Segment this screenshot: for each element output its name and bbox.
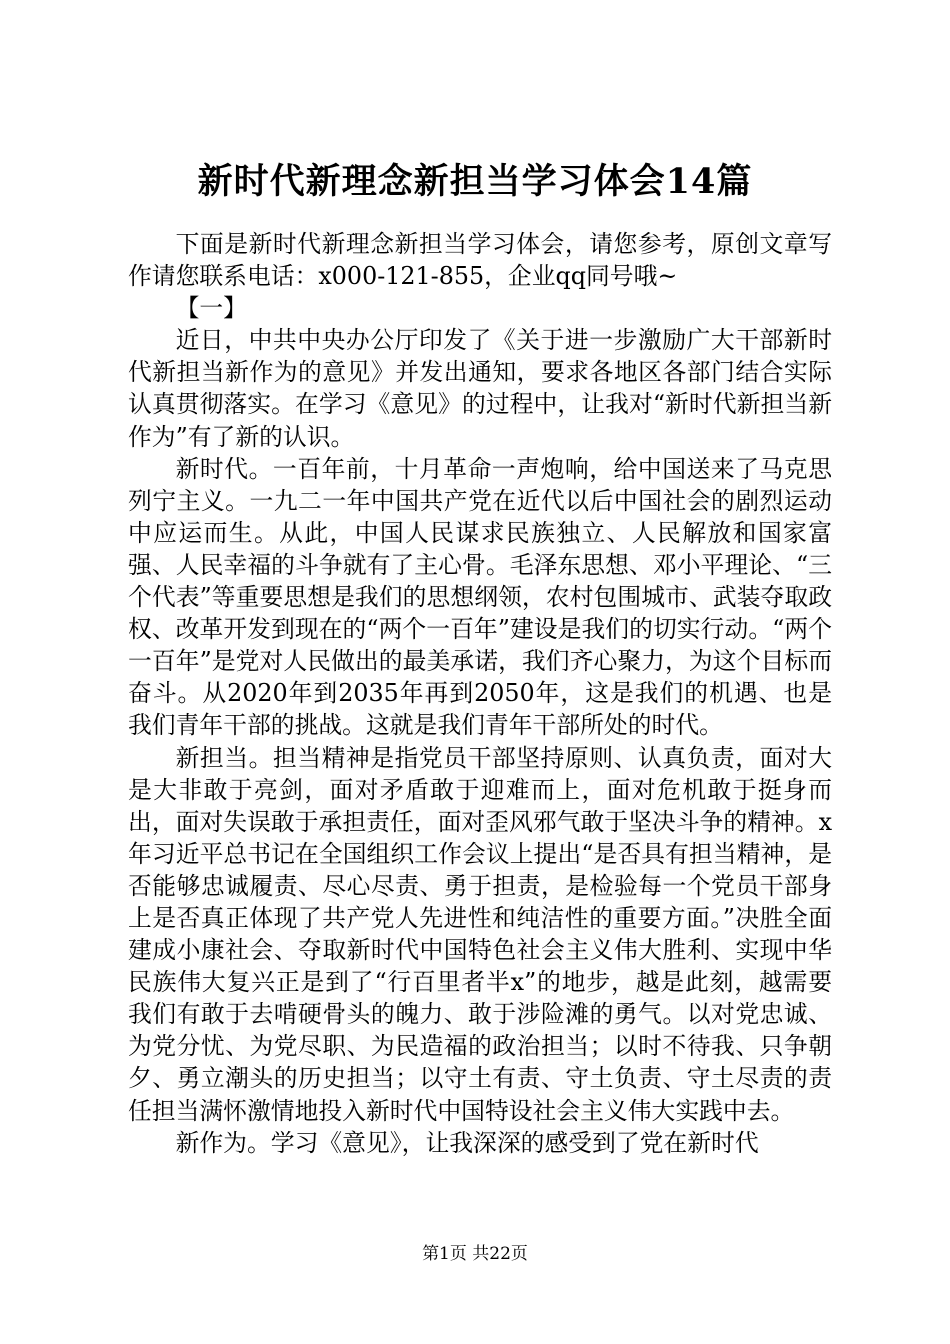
body-paragraph: 新担当。担当精神是指党员干部坚持原则、认真负责，面对大是大非敢于亮剑，面对矛盾敢于迎难而上，面对危机敢于挺身而出，面对失误敢于承担责任，面对歪风邪气敢于坚决斗争的精神。x年习近平总书记在全国组织工作会议上提出“是否具有担当精神，是否能够忠诚履责、尽心尽责、勇于担责，是检验每一个党员干部身上是否真正体现了共产党人先进性和纯洁性的重要方面。”决胜全面建成小康社会、夺取新时代中国特色社会主义伟大胜利、实现中华民族伟大复兴正是到了“行百里者半x”的地步，越是此刻，越需要我们有敢于去啃硬骨头的魄力、敢于涉险滩的勇气。以对党忠诚、为党分忧、为党尽职、为民造福的政治担当；以时不待我、只争朝夕、勇立潮头的历史担当；以守土有责、守土负责、守土尽责的责任担当满怀激情地投入新时代中国特设社会主义伟大实践中去。	[128, 743, 832, 1125]
page-number-footer: 第1页 共22页	[422, 1244, 528, 1264]
section-heading: 【一】	[175, 294, 247, 323]
body-paragraph: 新作为。学习《意见》，让我深深的感受到了党在新时代	[175, 1128, 759, 1157]
document-title: 新时代新理念新担当学习体会14篇	[197, 161, 753, 202]
document-body	[128, 228, 832, 1159]
body-paragraph: 新时代。一百年前，十月革命一声炮响，给中国送来了马克思列宁主义。一九二一年中国共产党在近代以后中国社会的剧烈运动中应运而生。从此，中国人民谋求民族独立、人民解放和国家富强、人民幸福的斗争就有了主心骨。毛泽东思想、邓小平理论、“三个代表”等重要思想是我们的思想纲领，农村包围城市、武装夺取政权、改革开发到现在的“两个一百年”建设是我们的切实行动。“两个一百年”是党对人民做出的最美承诺，我们齐心聚力，为这个目标而奋斗。从2020年到2035年再到2050年，这是我们的机遇、也是我们青年干部的挑战。这就是我们青年干部所处的时代。	[128, 454, 832, 740]
body-paragraph: 近日，中共中央办公厅印发了《关于进一步激励广大干部新时代新担当新作为的意见》并发出通知，要求各地区各部门结合实际认真贯彻落实。在学习《意见》的过程中，让我对“新时代新担当新作为”有了新的认识。	[128, 326, 832, 451]
intro-paragraph: 下面是新时代新理念新担当学习体会，请您参考，原创文章写作请您联系电话：x000-121-855，企业qq同号哦~	[128, 230, 832, 291]
